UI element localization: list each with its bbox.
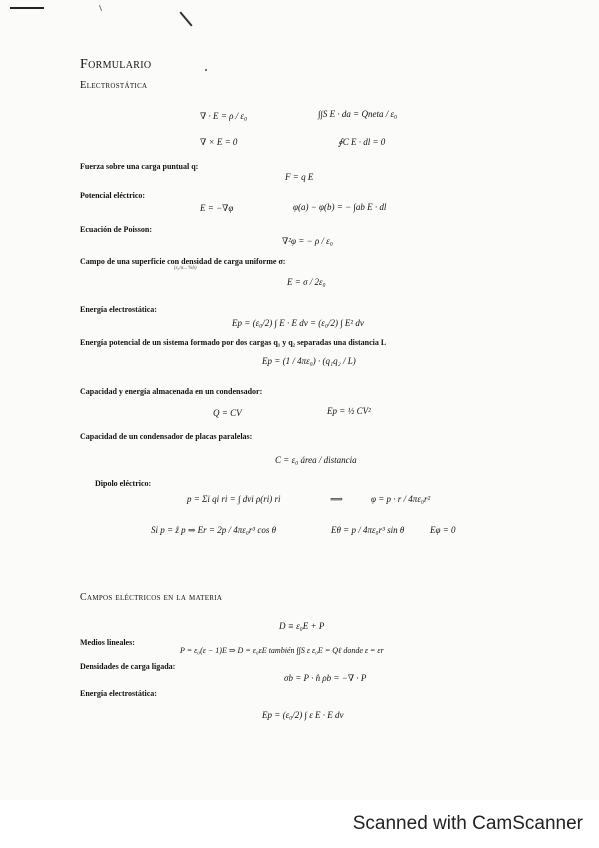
implies-arrow: ⟹ [330, 494, 343, 504]
section-title-matter: Campos eléctricos en la materia [80, 592, 223, 603]
formula-parallel-plates: C = ε₀ área / distancia [275, 455, 357, 465]
formula-potential-difference: φ(a) − φ(b) = − ∫ab E · dl [293, 202, 387, 212]
formula-force: F = q E [285, 172, 314, 182]
formula-poisson: ∇²φ = − ρ / ε₀ [282, 236, 333, 246]
scanner-watermark: Scanned with CamScanner [352, 813, 583, 834]
formula-loop-integral: ∮C E · dl = 0 [338, 137, 386, 147]
page-title: Formulario [80, 57, 152, 72]
formula-dipole-etheta: Eθ = p / 4πε₀r³ sin θ [331, 525, 405, 535]
label-surface-field: Campo de una superficie con densidad de carga uniforme σ: [80, 257, 286, 266]
formula-gradient: E = −∇φ [200, 203, 234, 213]
label-energy-matter: Energía electrostática: [80, 689, 157, 698]
label-pair-energy: Energía potencial de un sistema formado por dos cargas q₁ y q₂ separadas una distancia L [80, 338, 387, 347]
label-potential: Potencial eléctrico: [80, 191, 146, 200]
handwritten-note: (ε₀/σ... %b) [174, 266, 197, 271]
label-bound-charges: Densidades de carga ligada: [80, 662, 176, 671]
label-dipole: Dipolo eléctrico: [95, 479, 152, 488]
formula-bound-charges: σb = P · n̂ ρb = −∇ · P [284, 673, 367, 683]
label-parallel-plates: Capacidad de un condensador de placas paralelas: [80, 432, 253, 441]
formula-dipole-ephi: Eφ = 0 [430, 525, 456, 535]
ink-dot [205, 69, 207, 71]
formula-pair-energy: Ep = (1 / 4πε₀) · (q₁q₂ / L) [262, 356, 356, 366]
formula-curl: ∇ × E = 0 [200, 137, 238, 147]
formula-gauss: ∫∫S E · da = Qneta / ε₀ [318, 109, 398, 119]
label-poisson: Ecuación de Poisson: [80, 225, 153, 234]
pen-mark [99, 5, 102, 11]
formula-displacement: D ≡ ε₀E + P [279, 621, 325, 631]
formula-surface-field: E = σ / 2ε₀ [287, 277, 326, 287]
label-capacitor: Capacidad y energía almacenada en un condensador: [80, 387, 263, 396]
formula-dipole-er: Si p = ẑ p ⇒ Er = 2p / 4πε₀r³ cos θ [151, 525, 276, 535]
label-force: Fuerza sobre una carga puntual q: [80, 162, 199, 171]
formula-linear-media: P = ε₀(ε − 1)E ⇒ D = ε₀εE también ∫∫S ε ε₀E = Qℓ donde ε = εr [180, 646, 384, 655]
formula-charge: Q = CV [213, 408, 242, 418]
pen-mark [179, 11, 192, 26]
label-energy: Energía electrostática: [80, 305, 157, 314]
formula-dipole-potential: φ = p · r / 4πε₀r² [371, 494, 431, 504]
formula-capacitor-energy: Ep = ½ CV² [327, 406, 371, 416]
formula-dipole-moment: p = Σi qi ri = ∫ dvi ρ(ri) ri [187, 494, 281, 504]
section-title-electrostatics: Electrostática [80, 80, 148, 91]
formula-energy-matter: Ep = (ε₀/2) ∫ ε E · E dv [262, 710, 344, 720]
formula-energy: Ep = (ε₀/2) ∫ E · E dv = (ε₀/2) ∫ E² dv [232, 318, 364, 328]
pen-mark [10, 7, 44, 9]
label-linear-media: Medios lineales: [80, 638, 135, 647]
formula-divergence: ∇ · E = ρ / ε₀ [200, 111, 248, 121]
